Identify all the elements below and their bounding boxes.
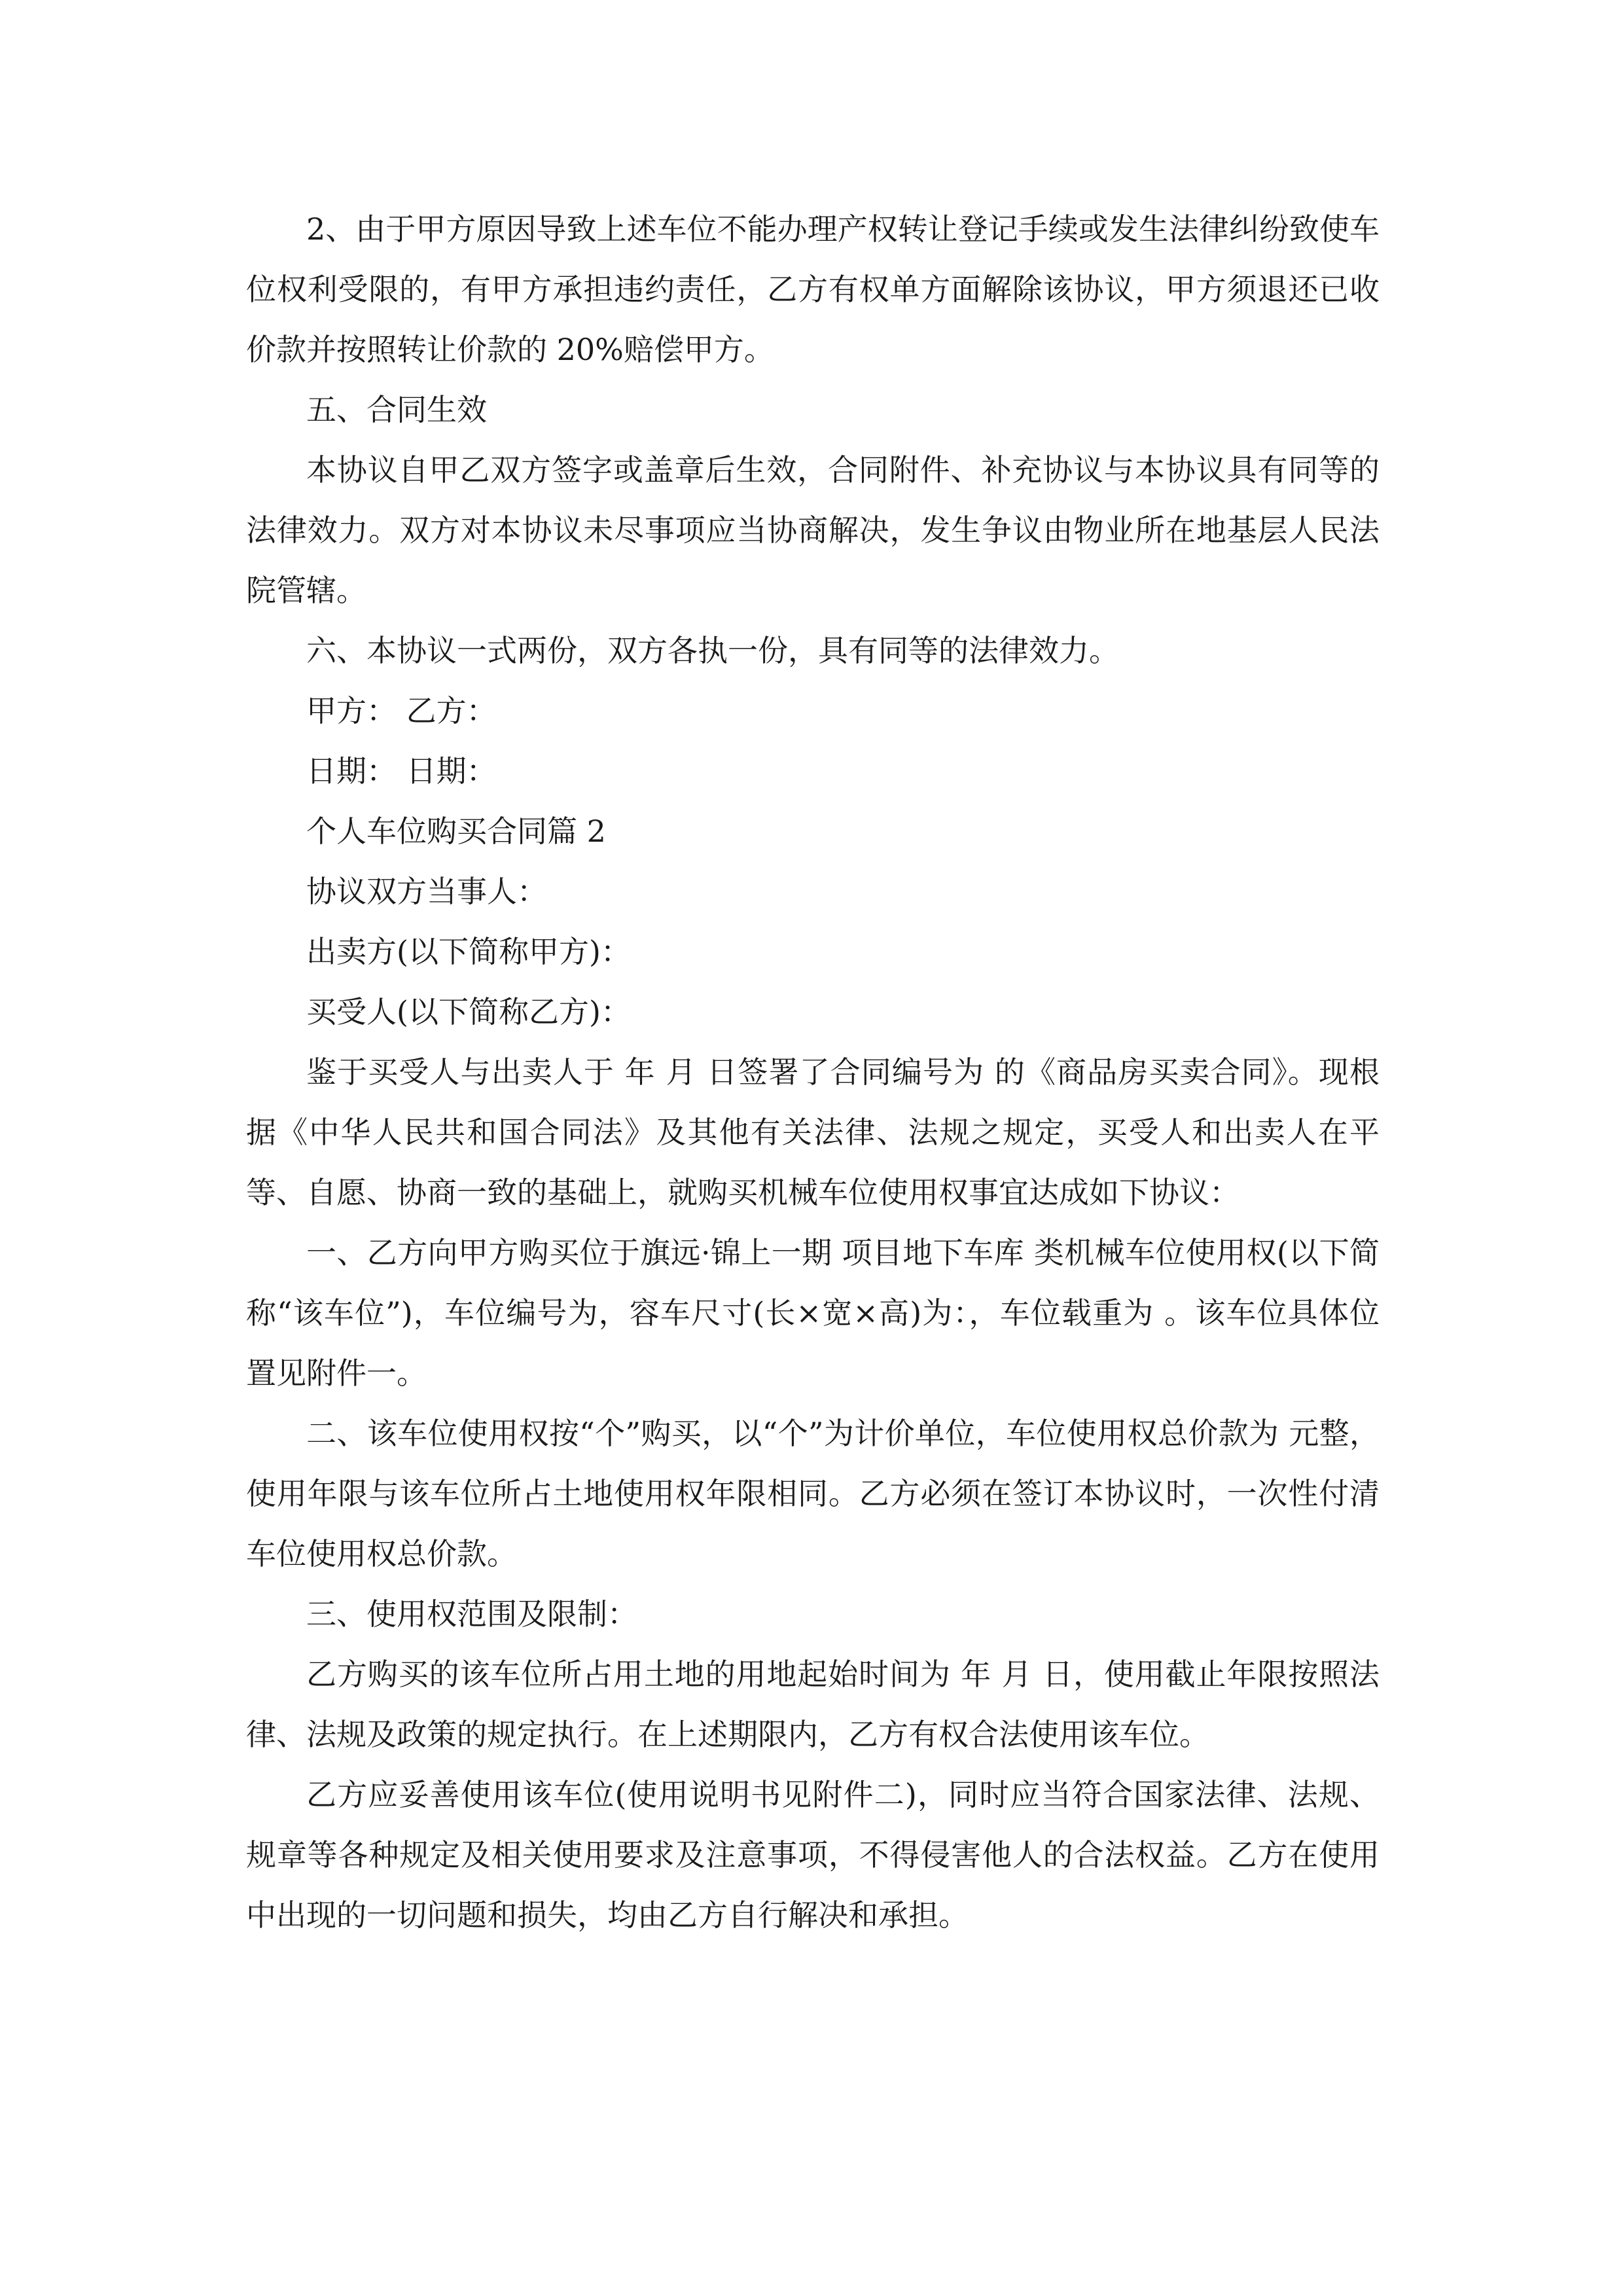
section-title-contract-2: 个人车位购买合同篇 2 — [306, 814, 606, 849]
paragraph-clause-4-2: 2、由于甲方原因导致上述车位不能办理产权转让登记手续或发生法律纠纷致使车位权利受限的，有甲方承担违约责任，乙方有权单方面解除该协议，甲方须退还已收价款并按照转让价款的 20%赔偿甲方。 — [246, 211, 1380, 367]
document-body — [246, 199, 1380, 1945]
paragraph-effect-terms: 本协议自甲乙双方签字或盖章后生效，合同附件、补充协议与本协议具有同等的法律效力。双方对本协议未尽事项应当协商解决，发生争议由物业所在地基层人民法院管辖。 — [246, 452, 1380, 608]
buyer-line: 买受人(以下简称乙方)： — [306, 994, 631, 1030]
paragraph-preamble: 鉴于买受人与出卖人于 年 月 日签署了合同编号为 的《商品房买卖合同》。现根据《中华人民共和国合同法》及其他有关法律、法规之规定，买受人和出卖人在平等、自愿、协商一致的基础上，就购买机械车位使用权事宜达成如下协议： — [246, 1054, 1380, 1210]
paragraph-clause-1: 一、乙方向甲方购买位于旗远·锦上一期 项目地下车库 类机械车位使用权(以下简称“该车位”)，车位编号为，容车尺寸(长×宽×高)为：，车位载重为 。该车位具体位置见附件一。 — [246, 1235, 1380, 1391]
signature-parties: 甲方： 乙方： — [306, 693, 497, 728]
parties-heading: 协议双方当事人： — [306, 874, 547, 909]
seller-line: 出卖方(以下简称甲方)： — [306, 934, 631, 969]
paragraph-usage-period: 乙方购买的该车位所占用土地的用地起始时间为 年 月 日，使用截止年限按照法律、法规及政策的规定执行。在上述期限内，乙方有权合法使用该车位。 — [246, 1657, 1380, 1752]
paragraph-copies: 六、本协议一式两份，双方各执一份，具有同等的法律效力。 — [306, 633, 1119, 668]
signature-dates: 日期： 日期： — [306, 753, 497, 789]
paragraph-usage-obligations: 乙方应妥善使用该车位(使用说明书见附件二)，同时应当符合国家法律、法规、规章等各种规定及相关使用要求及注意事项，不得侵害他人的合法权益。乙方在使用中出现的一切问题和损失，均由乙方自行解决和承担。 — [246, 1777, 1380, 1933]
heading-clause-3: 三、使用权范围及限制： — [306, 1596, 637, 1632]
heading-contract-effect: 五、合同生效 — [306, 392, 487, 427]
paragraph-clause-2: 二、该车位使用权按“个”购买，以“个”为计价单位，车位使用权总价款为 元整，使用年限与该车位所占土地使用权年限相同。乙方必须在签订本协议时，一次性付清车位使用权总价款。 — [246, 1416, 1380, 1571]
